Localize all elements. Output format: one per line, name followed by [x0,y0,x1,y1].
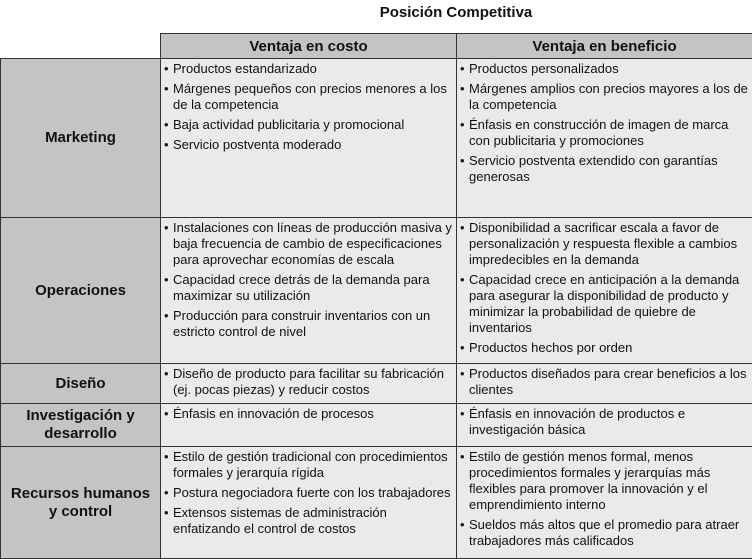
list-item: • Productos personalizados [460,61,749,77]
list-item: • Producción para construir inventarios con un estricto control de nivel [164,308,453,340]
benefit-cell [457,59,752,218]
benefit-cell [457,218,752,364]
list-item: • Extensos sistemas de administración enfatizando el control de costos [164,505,453,537]
table-row [1,59,752,218]
list-item: • Márgenes pequeños con precios menores a los de la competencia [164,81,453,113]
benefit-cell [457,447,752,559]
list-item: • Postura negociadora fuerte con los trabajadores [164,485,453,501]
row-header-recursos-humanos: Recursos humanos y control [1,447,161,559]
table-row [1,447,752,559]
cost-cell [161,447,457,559]
row-header-marketing: Marketing [1,59,161,218]
table-row [1,364,752,404]
competitive-position-table [0,33,752,559]
header-row [1,34,752,59]
benefit-cell [457,364,752,404]
list-item: • Énfasis en innovación de procesos [164,406,453,422]
column-header-cost: Ventaja en costo [161,34,457,59]
row-header-operaciones: Operaciones [1,218,161,364]
cost-cell [161,59,457,218]
list-item: • Baja actividad publicitaria y promocional [164,117,453,133]
cost-cell [161,218,457,364]
list-item: • Servicio postventa moderado [164,137,453,153]
table-row [1,404,752,447]
list-item: • Productos diseñados para crear beneficios a los clientes [460,366,749,398]
list-item: • Estilo de gestión tradicional con procedimientos formales y jerarquía rígida [164,449,453,481]
row-header-investigacion-desarrollo: Investigación y desarrollo [1,404,161,447]
list-item: • Diseño de producto para facilitar su fabricación (ej. pocas piezas) y reducir costos [164,366,453,398]
list-item: • Servicio postventa extendido con garantías generosas [460,153,749,185]
cost-cell [161,364,457,404]
cost-cell [161,404,457,447]
benefit-cell [457,404,752,447]
list-item: • Disponibilidad a sacrificar escala a favor de personalización y respuesta flexible a cambios impredecibles en la demanda [460,220,749,268]
list-item: • Énfasis en construcción de imagen de marca con publicitaria y promociones [460,117,749,149]
table-title: Posición Competitiva [160,4,752,21]
list-item: • Capacidad crece detrás de la demanda para maximizar su utilización [164,272,453,304]
list-item: • Énfasis en innovación de productos e investigación básica [460,406,749,438]
list-item: • Sueldos más altos que el promedio para atraer trabajadores más calificados [460,517,749,549]
list-item: • Márgenes amplios con precios mayores a los de la competencia [460,81,749,113]
list-item: • Productos hechos por orden [460,340,749,356]
list-item: • Estilo de gestión menos formal, menos procedimientos formales y jerarquías más flexibles para promover la innovación y el emprendimiento interno [460,449,749,513]
corner-cell [1,34,161,59]
row-header-diseno: Diseño [1,364,161,404]
list-item: • Capacidad crece en anticipación a la demanda para asegurar la disponibilidad de producto y minimizar la probabilidad de quiebre de inventarios [460,272,749,336]
column-header-benefit: Ventaja en beneficio [457,34,752,59]
list-item: • Instalaciones con líneas de producción masiva y baja frecuencia de cambio de especificaciones para aprovechar economías de escala [164,220,453,268]
list-item: • Productos estandarizado [164,61,453,77]
table-row [1,218,752,364]
